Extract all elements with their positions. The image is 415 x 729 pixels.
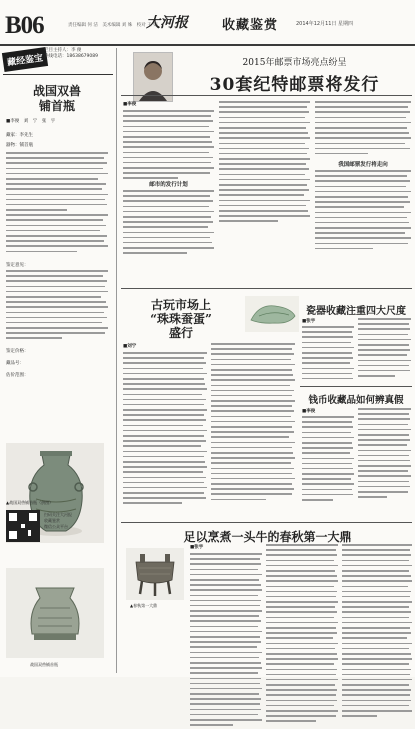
left-byline: ■李俊 刘 宁 张 宇 — [6, 119, 56, 124]
porcelain-body-col-1 — [302, 326, 354, 383]
feature-subhead-1: 邮市的发行计划 — [149, 182, 188, 188]
left-body-text-1 — [6, 152, 108, 256]
ding-body-col-2 — [266, 544, 338, 726]
column-editor-info — [44, 48, 112, 60]
bronze-ding-caption: ▲春秋第一大鼎 — [130, 603, 158, 608]
ding-body-col-3 — [342, 544, 412, 720]
newspaper-logo: 大河报 — [146, 15, 188, 31]
coin-byline: ■李俊 — [302, 409, 316, 414]
coin-body-col-1 — [302, 416, 354, 504]
meta-collector: 藏家：李先生 — [6, 133, 33, 138]
feature-kicker: 2015年邮票市场亮点纷呈 — [242, 58, 347, 68]
bronze-ding-photo — [126, 548, 184, 600]
section-name: 收藏鉴赏 — [222, 18, 279, 33]
divider-line — [121, 288, 412, 289]
kite-title-line-1: 古玩市场上 — [150, 298, 211, 312]
kite-byline: ■刘宁 — [123, 344, 137, 349]
vase-photo-caption: ▲战国双兽铺首瓶（供图） — [6, 500, 54, 505]
feature-body-col-3 — [315, 101, 411, 158]
kite-title-line-2: “珠珠蚕蛋” — [150, 312, 212, 326]
kite-title-line-3: 盛行 — [168, 326, 193, 340]
qr-code[interactable] — [6, 510, 40, 542]
qr-promo-line-3: 微信公众平台 — [44, 524, 68, 529]
page-header — [0, 0, 415, 46]
meta-number: 藏品号： — [6, 361, 24, 366]
issue-date: 2014年12月11日 星期四 — [296, 21, 354, 27]
porcelain-byline: ■张宇 — [302, 319, 316, 324]
divider-line — [3, 74, 113, 75]
page-number: B06 — [5, 12, 44, 39]
divider-line — [121, 522, 412, 523]
meta-item: 器物：铺首瓶 — [6, 143, 33, 148]
left-title-line-1: 战国双兽 — [32, 84, 81, 98]
ding-body-col-1 — [190, 553, 262, 729]
left-column — [0, 48, 114, 677]
editor-line-2: 热线电话：18638679089 — [44, 54, 98, 59]
qr-promo-line-1: 扫码关注大河报 — [44, 512, 72, 517]
feature-body-col-2 — [219, 101, 310, 226]
qr-promo — [44, 512, 110, 530]
coin-article-title: 钱币收藏品如何辨真假 — [308, 395, 404, 406]
porcelain-body-col-2 — [358, 318, 411, 380]
feature-byline: ■李俊 — [123, 102, 137, 107]
kite-article-title — [121, 298, 241, 340]
coin-body-col-2 — [358, 408, 411, 501]
feature-headline: 30套纪特邮票将发行 — [209, 75, 380, 95]
meta-range: 估价范围： — [6, 373, 29, 378]
left-article-title — [0, 84, 114, 114]
left-title-line-2: 铺首瓶 — [38, 99, 75, 113]
meta-appraisal: 鉴定意见： — [6, 263, 29, 268]
feature-body-col-1b — [123, 190, 214, 257]
bottom-left-photo — [6, 568, 104, 658]
feature-body-col-1 — [123, 110, 214, 183]
jade-carving-photo — [245, 296, 299, 332]
porcelain-article-title: 瓷器收藏注重四大尺度 — [306, 306, 406, 317]
divider-line — [121, 95, 412, 96]
ding-byline: ■张宇 — [190, 545, 204, 550]
qr-promo-line-2: 收藏鉴赏 — [44, 518, 60, 523]
kite-body-col-2 — [211, 343, 295, 504]
ding-article-title: 足以烹煮一头牛的春秋第一大鼎 — [183, 530, 352, 544]
bottom-left-caption: 战国双兽铺首瓶 — [30, 662, 58, 667]
meta-price: 鉴定价格： — [6, 349, 29, 354]
feature-body-col-3b — [315, 170, 411, 253]
editor-line-1: 栏目主持人：李 俊 — [44, 48, 82, 53]
divider-line — [300, 386, 412, 387]
header-meta: 责任编辑 何 洁 美术编辑 刘 姝 校对 王 娟 — [68, 23, 158, 28]
column-tag: 藏经鉴宝 — [2, 47, 48, 72]
left-body-text-2 — [6, 270, 108, 343]
column-divider — [116, 48, 117, 673]
feature-subhead-2: 我国邮票发行将走向 — [338, 162, 388, 168]
kite-body-col-1 — [123, 352, 207, 508]
